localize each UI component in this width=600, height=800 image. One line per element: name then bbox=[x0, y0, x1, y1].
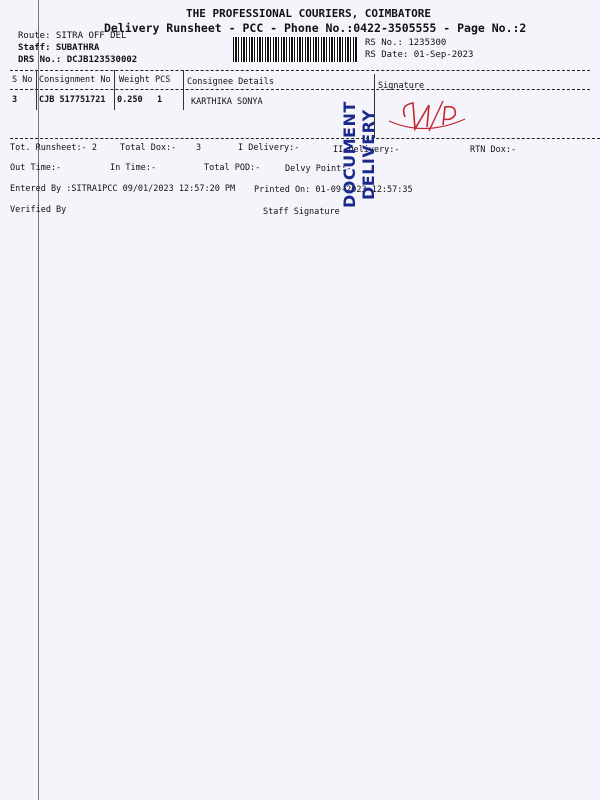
rs-number: RS No.: 1235300 bbox=[365, 38, 447, 48]
i-delivery: I Delivery:- bbox=[238, 143, 300, 153]
row-weight: 0.250 bbox=[117, 95, 143, 105]
tot-runsheet: Tot. Runsheet:- 2 bbox=[10, 143, 97, 153]
column-divider bbox=[183, 70, 184, 110]
rs-date: RS Date: 01-Sep-2023 bbox=[365, 50, 474, 60]
staff-label: Staff: SUBATHRA bbox=[18, 43, 100, 53]
column-header-consignment: Consignment No bbox=[39, 75, 111, 85]
row-pcs: 1 bbox=[157, 95, 163, 105]
column-header-sno: S No bbox=[12, 75, 33, 85]
rtn-dox: RTN Dox:- bbox=[470, 145, 517, 155]
delvy-point: Delvy Point:- bbox=[285, 164, 352, 174]
verified-by: Verified By bbox=[10, 205, 67, 215]
entered-by: Entered By :SITRA1PCC 09/01/2023 12:57:20 PM bbox=[10, 184, 236, 194]
column-header-consignee: Consignee Details bbox=[187, 77, 274, 87]
column-divider bbox=[36, 70, 37, 110]
column-divider bbox=[114, 70, 115, 110]
printed-on: Printed On: 01-09-2023 12:57:35 bbox=[254, 185, 413, 195]
total-dox-value: 3 bbox=[196, 143, 202, 153]
column-header-weight: Weight bbox=[119, 75, 150, 85]
total-pod: Total POD:- bbox=[204, 163, 261, 173]
column-header-pcs: PCS bbox=[155, 75, 171, 85]
page-margin-line bbox=[38, 0, 39, 800]
handwritten-signature bbox=[385, 95, 475, 140]
ii-delivery: II Delivery:- bbox=[333, 145, 400, 155]
table-top-rule bbox=[10, 70, 590, 71]
row-consignment-no: CJB 517751721 bbox=[39, 95, 106, 105]
in-time: In Time:- bbox=[110, 163, 157, 173]
table-header-rule bbox=[10, 89, 590, 90]
document-delivery-stamp: DOCUMENT DELIVERY bbox=[340, 101, 378, 209]
out-time: Out Time:- bbox=[10, 163, 62, 173]
barcode bbox=[233, 37, 358, 62]
column-header-signature: Signature bbox=[378, 81, 425, 91]
runsheet-subtitle: Delivery Runsheet - PCC - Phone No.:0422-3505555 - Page No.:2 bbox=[104, 21, 527, 35]
table-bottom-rule bbox=[10, 138, 600, 139]
staff-signature: Staff Signature bbox=[263, 207, 340, 217]
route-label: Route: SITRA OFF DEL bbox=[18, 31, 127, 41]
company-title: THE PROFESSIONAL COURIERS, COIMBATORE bbox=[186, 7, 432, 20]
row-sno: 3 bbox=[12, 95, 18, 105]
row-consignee: KARTHIKA SONYA bbox=[191, 97, 263, 107]
total-dox-label: Total Dox:- bbox=[120, 143, 177, 153]
drs-number: DRS No.: DCJB123530002 bbox=[18, 55, 138, 65]
